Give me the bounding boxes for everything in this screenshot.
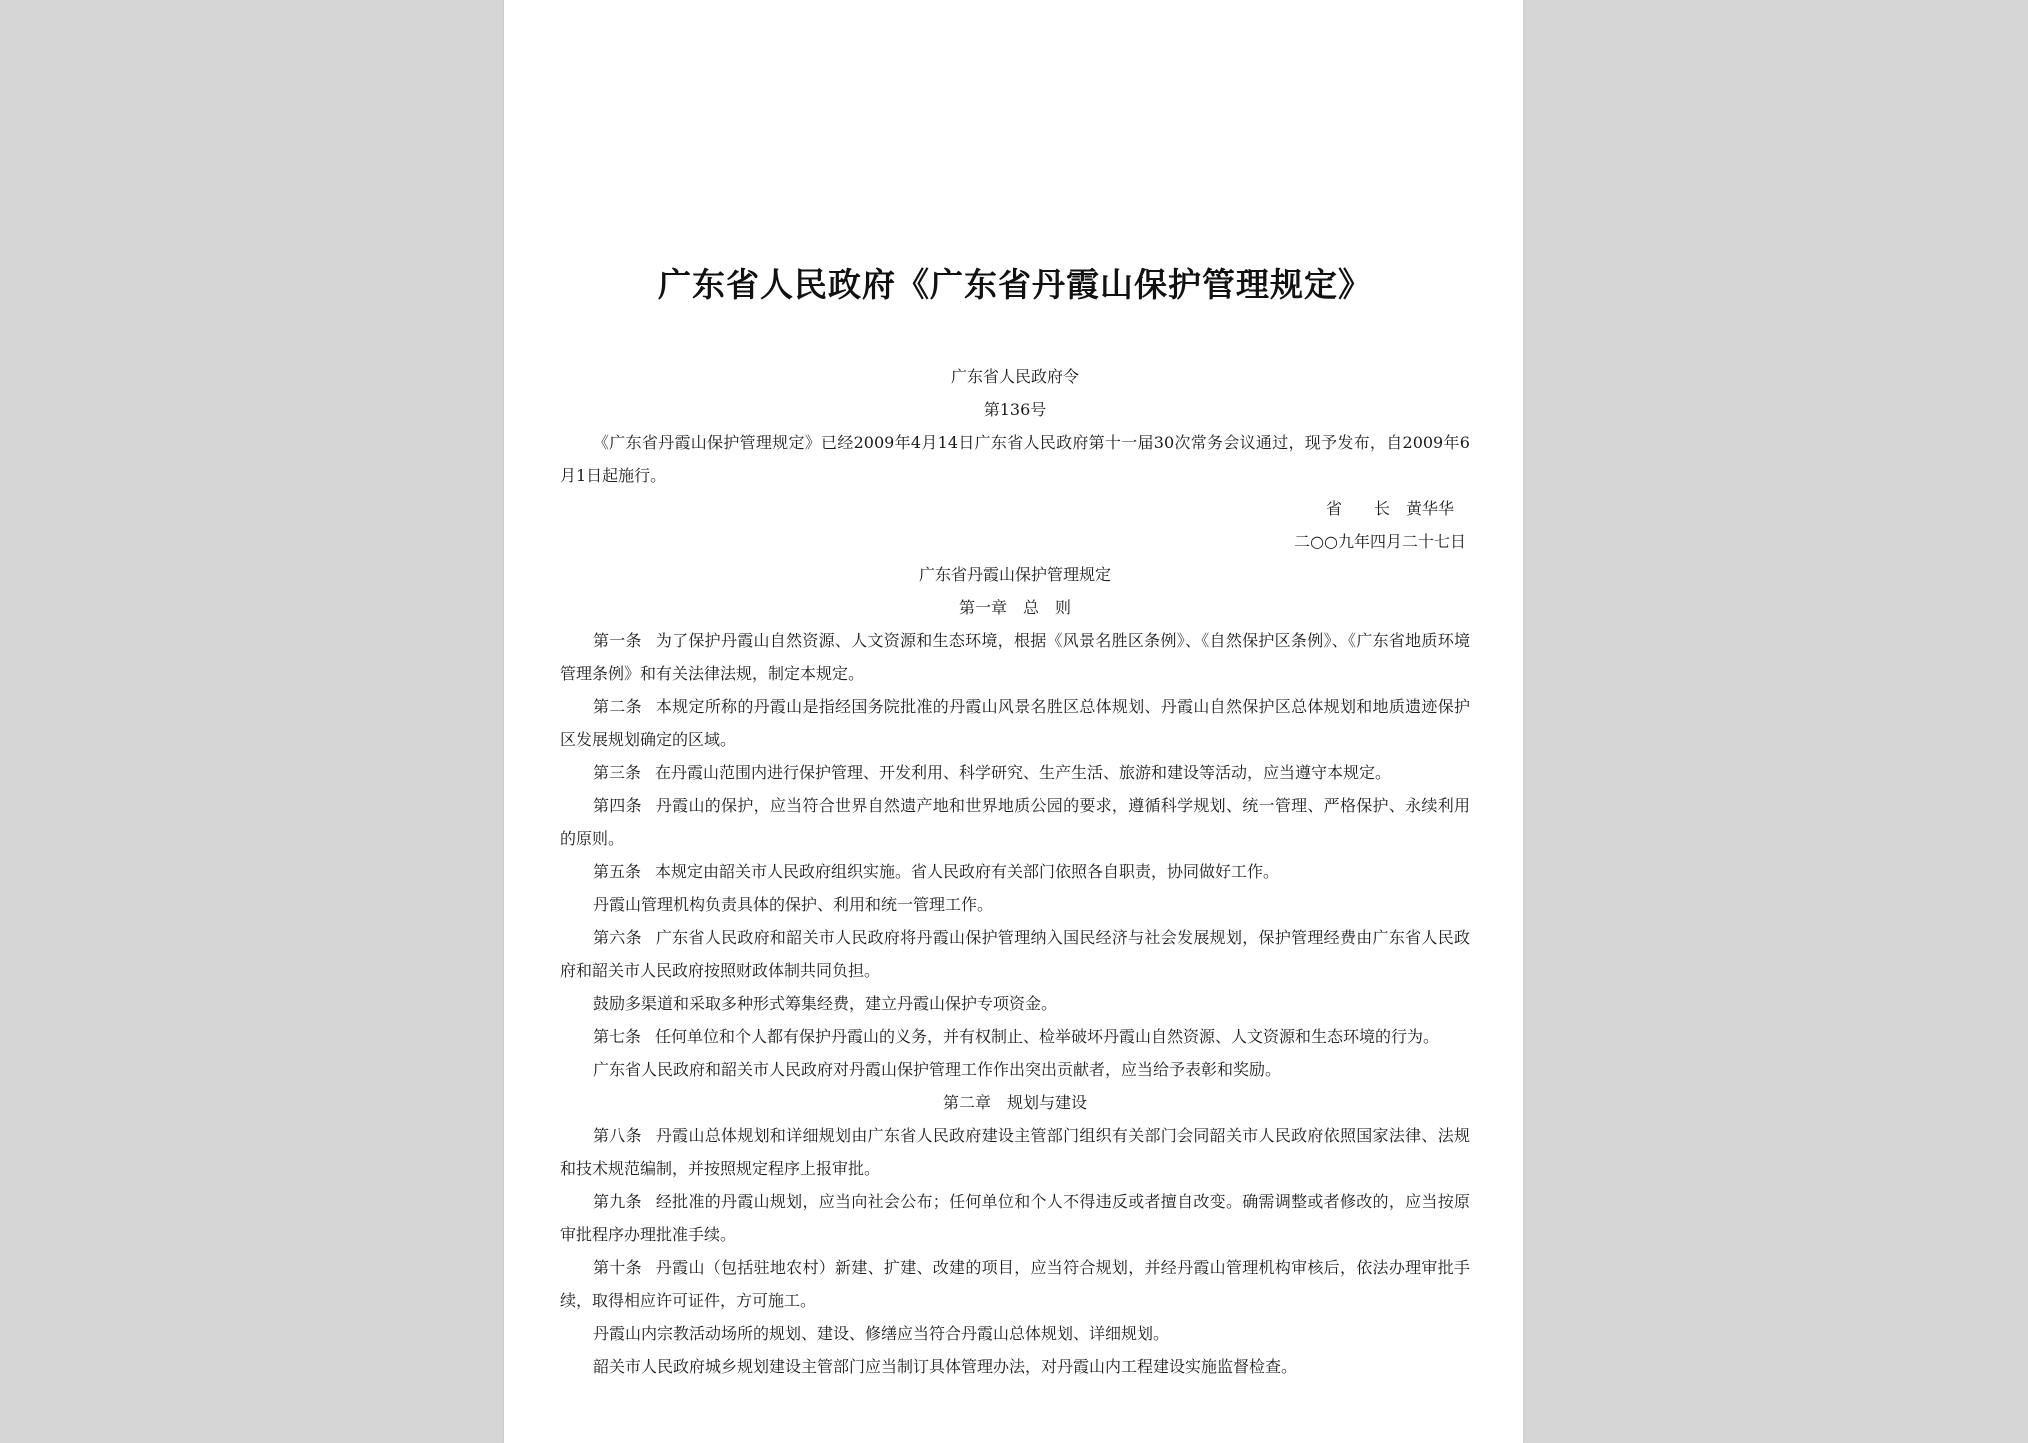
article-paragraph [560,1119,1470,1185]
article-number: 第六条 [593,928,642,947]
article-paragraph [560,789,1470,855]
promulgation-text: 《广东省丹霞山保护管理规定》已经2009年4月14日广东省人民政府第十一届30次常务会议通过，现予发布，自2009年6月1日起施行。 [560,433,1470,485]
chapter-heading: 第一章 总 则 [958,598,1071,617]
article-text: 鼓励多渠道和采取多种形式筹集经费，建立丹霞山保护专项资金。 [593,994,1058,1013]
article-text: 为了保护丹霞山自然资源、人文资源和生态环境，根据《风景名胜区条例》、《自然保护区条例》、《广东省地质环境管理条例》和有关法律法规，制定本规定。 [560,631,1470,683]
article-text: 本规定由韶关市人民政府组织实施。省人民政府有关部门依照各自职责，协同做好工作。 [655,862,1280,881]
article-number: 第三条 [593,763,642,782]
article-text: 丹霞山总体规划和详细规划由广东省人民政府建设主管部门组织有关部门会同韶关市人民政府依照国家法律、法规和技术规范编制，并按照规定程序上报审批。 [560,1126,1470,1178]
article-paragraph [560,855,1470,888]
article-paragraph [560,987,1470,1020]
chapter-1-articles [560,624,1470,1086]
article-number: 第十条 [593,1258,642,1277]
article-paragraph [560,624,1470,690]
chapter-heading: 第二章 规划与建设 [942,1093,1087,1112]
page-content [560,262,1470,1383]
regulation-title: 广东省丹霞山保护管理规定 [918,565,1111,584]
article-paragraph [560,1251,1470,1317]
article-number: 第八条 [593,1126,642,1145]
article-number: 第一条 [593,631,642,650]
article-text: 经批准的丹霞山规划，应当向社会公布；任何单位和个人不得违反或者擅自改变。确需调整或者修改的，应当按原审批程序办理批准手续。 [560,1192,1470,1244]
article-text: 韶关市人民政府城乡规划建设主管部门应当制订具体管理办法，对丹霞山内工程建设实施监督检查。 [593,1357,1298,1376]
article-paragraph [560,1020,1470,1053]
article-number: 第七条 [593,1027,642,1046]
signature: 省 长 黄华华 [1325,499,1454,518]
chapter-2-articles [560,1119,1470,1383]
article-text: 丹霞山（包括驻地农村）新建、扩建、改建的项目，应当符合规划，并经丹霞山管理机构审核后，依法办理审批手续，取得相应许可证件，方可施工。 [560,1258,1470,1310]
issue-date: 二○○九年四月二十七日 [1294,532,1466,551]
order-number: 第136号 [983,400,1047,419]
article-number: 第五条 [593,862,642,881]
article-text: 丹霞山管理机构负责具体的保护、利用和统一管理工作。 [593,895,994,914]
article-paragraph [560,690,1470,756]
article-paragraph [560,921,1470,987]
article-number: 第二条 [593,697,642,716]
article-text: 在丹霞山范围内进行保护管理、开发利用、科学研究、生产生活、旅游和建设等活动，应当遵守本规定。 [655,763,1392,782]
order-issuer: 广东省人民政府令 [950,367,1079,386]
article-text: 丹霞山内宗教活动场所的规划、建设、修缮应当符合丹霞山总体规划、详细规划。 [593,1324,1170,1343]
article-text: 广东省人民政府和韶关市人民政府将丹霞山保护管理纳入国民经济与社会发展规划，保护管理经费由广东省人民政府和韶关市人民政府按照财政体制共同负担。 [560,928,1470,980]
document-page [504,0,1523,1443]
article-paragraph [560,1053,1470,1086]
article-paragraph [560,1317,1470,1350]
article-text: 本规定所称的丹霞山是指经国务院批准的丹霞山风景名胜区总体规划、丹霞山自然保护区总体规划和地质遗迹保护区发展规划确定的区域。 [560,697,1470,749]
article-number: 第四条 [593,796,642,815]
document-title: 广东省人民政府《广东省丹霞山保护管理规定》 [658,265,1372,304]
article-paragraph [560,1350,1470,1383]
article-text: 任何单位和个人都有保护丹霞山的义务，并有权制止、检举破坏丹霞山自然资源、人文资源和生态环境的行为。 [655,1027,1440,1046]
article-paragraph [560,756,1470,789]
article-paragraph [560,888,1470,921]
article-number: 第九条 [593,1192,642,1211]
article-text: 丹霞山的保护，应当符合世界自然遗产地和世界地质公园的要求，遵循科学规划、统一管理、严格保护、永续利用的原则。 [560,796,1470,848]
article-paragraph [560,1185,1470,1251]
article-text: 广东省人民政府和韶关市人民政府对丹霞山保护管理工作作出突出贡献者，应当给予表彰和奖励。 [593,1060,1282,1079]
